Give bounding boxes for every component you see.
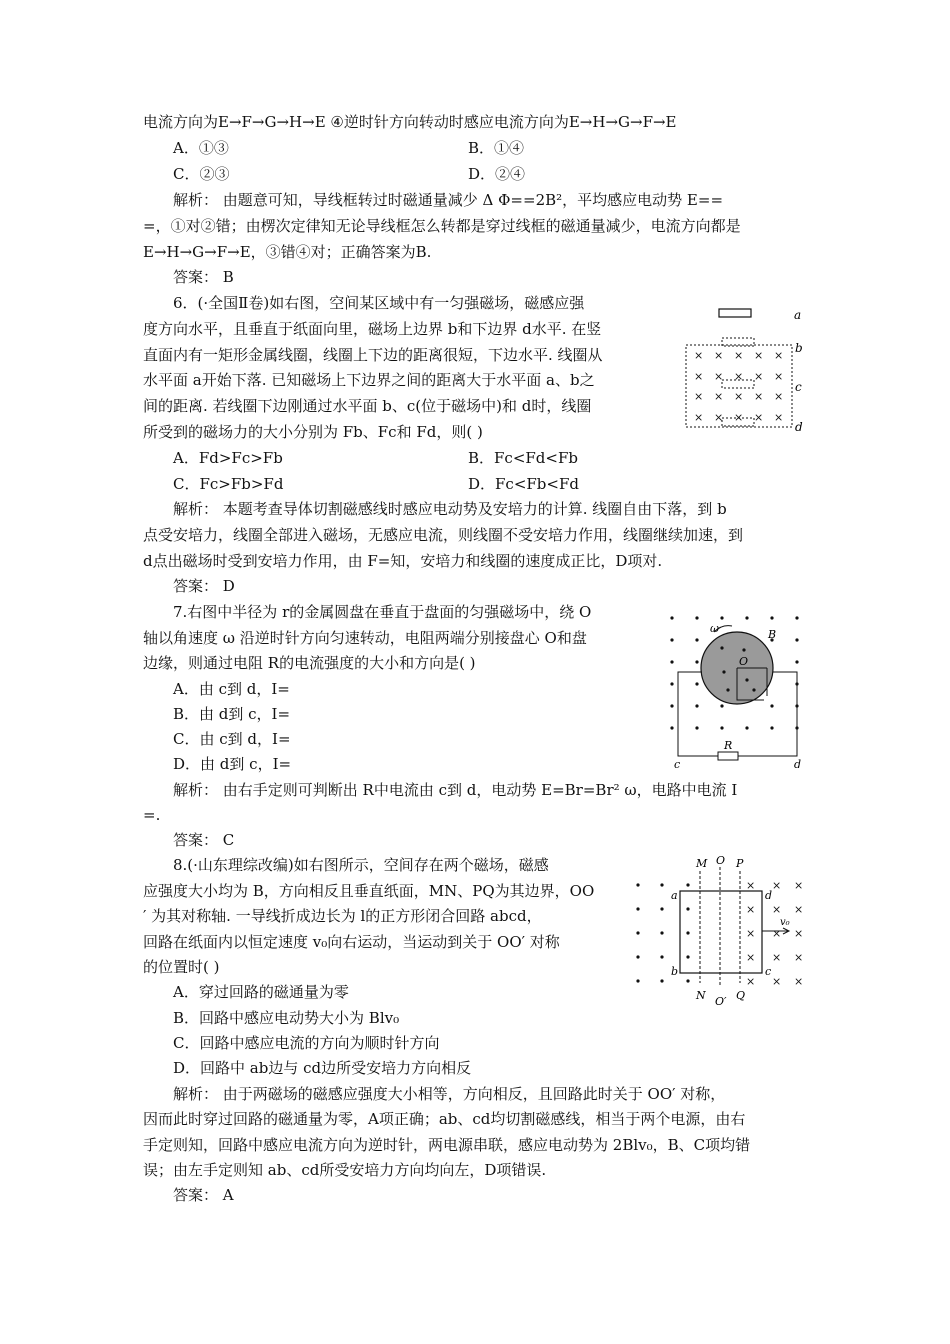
cross-mark: × — [774, 370, 784, 383]
text-line: D．②④ — [468, 165, 526, 183]
label-a: a — [794, 308, 802, 322]
dot-mark — [720, 726, 723, 729]
dot-mark — [795, 660, 798, 663]
label-v0: v₀ — [780, 917, 790, 928]
dot-mark — [720, 616, 723, 619]
label-b: b — [671, 965, 679, 978]
label-N: N — [696, 989, 706, 1002]
dot-mark — [660, 907, 663, 910]
text-line: 解析： 由于两磁场的磁感应强度大小相等，方向相反，且回路此时关于 OO′ 对称， — [173, 1085, 726, 1103]
dot-mark — [670, 638, 673, 641]
dot-mark — [636, 955, 639, 958]
text-line: 解析： 本题考查导体切割磁感线时感应电动势及安培力的计算. 线圈自由下落，到 b — [173, 500, 727, 518]
dot-mark — [742, 648, 745, 651]
text-line: 的位置时( ) — [143, 958, 220, 976]
cross-mark: × — [746, 927, 756, 940]
cross-mark: × — [794, 975, 804, 988]
text-line: C．由 c到 d，I= — [173, 730, 291, 748]
cross-mark: × — [772, 903, 782, 916]
text-line: B．①④ — [468, 139, 525, 157]
text-line: 度方向水平，且垂直于纸面向里，磁场上边界 b和下边界 d水平. 在竖 — [143, 320, 602, 338]
text-line: =. — [143, 806, 161, 824]
label-O-prime: O′ — [715, 995, 727, 1008]
cross-mark: × — [734, 370, 744, 383]
text-line: ′ 为其对称轴. 一导线折成边长为 l的正方形闭合回路 abcd， — [143, 907, 542, 925]
text-line: 答案： A — [173, 1186, 234, 1204]
figure-8-two-fields-loop — [628, 853, 813, 1013]
cross-mark: × — [754, 411, 764, 424]
cross-mark: × — [774, 390, 784, 403]
cross-mark: × — [734, 411, 744, 424]
label-P: P — [736, 857, 744, 870]
dot-mark — [745, 616, 748, 619]
cross-mark: × — [746, 903, 756, 916]
label-M: M — [696, 857, 708, 870]
text-line: 间的距离. 若线圈下边刚通过水平面 b、c(位于磁场中)和 d时，线圈 — [143, 397, 592, 415]
text-line: 回路在纸面内以恒定速度 v₀向右运动，当运动到关于 OO′ 对称 — [143, 933, 560, 951]
cross-mark: × — [774, 349, 784, 362]
label-c: c — [795, 380, 802, 394]
dot-mark — [695, 726, 698, 729]
dot-mark — [720, 704, 723, 707]
label-c: c — [765, 965, 772, 978]
text-line: D．回路中 ab边与 cd边所受安培力方向相反 — [173, 1059, 472, 1077]
text-line: B．由 d到 c，I= — [173, 705, 291, 723]
cross-mark: × — [794, 951, 804, 964]
field-crosses-right — [746, 879, 803, 988]
cross-mark: × — [714, 390, 724, 403]
dot-mark — [636, 883, 639, 886]
cross-mark: × — [794, 879, 804, 892]
dot-mark — [745, 678, 748, 681]
dot-mark — [720, 646, 723, 649]
label-d: d — [765, 889, 773, 902]
cross-mark: × — [754, 370, 764, 383]
dot-mark — [695, 704, 698, 707]
text-line: 轴以角速度 ω 沿逆时针方向匀速转动，电阻两端分别接盘心 O和盘 — [143, 629, 587, 647]
dot-mark — [722, 670, 725, 673]
text-line: 误；由左手定则知 ab、cd所受安培力方向均向左，D项错误. — [143, 1161, 547, 1179]
text-line: D．由 d到 c，I= — [173, 755, 292, 773]
field-dots-left — [636, 883, 689, 982]
label-a: a — [671, 889, 678, 902]
cross-mark: × — [794, 927, 804, 940]
cross-mark: × — [734, 390, 744, 403]
text-line: A．Fd>Fc>Fb — [173, 449, 283, 467]
text-line: 应强度大小均为 B，方向相反且垂直纸面，MN、PQ为其边界，OO — [143, 882, 595, 900]
dot-mark — [636, 979, 639, 982]
dot-mark — [670, 704, 673, 707]
dot-mark — [686, 955, 689, 958]
dot-mark — [670, 660, 673, 663]
label-B: B — [768, 628, 777, 641]
text-line: B．Fc<Fd<Fb — [468, 449, 578, 467]
figure-7-rotating-disk — [662, 610, 807, 770]
dot-mark — [695, 660, 698, 663]
cross-mark: × — [772, 975, 782, 988]
text-line: 水平面 a开始下落. 已知磁场上下边界之间的距离大于水平面 a、b之 — [143, 371, 595, 389]
dot-mark — [695, 682, 698, 685]
dot-mark — [695, 638, 698, 641]
dot-mark — [752, 688, 755, 691]
text-line: 边缘，则通过电阻 R的电流强度的大小和方向是( ) — [143, 654, 476, 672]
cross-mark: × — [714, 370, 724, 383]
text-line: D．Fc<Fb<Fd — [468, 475, 579, 493]
dot-mark — [670, 682, 673, 685]
cross-mark: × — [694, 390, 704, 403]
text-line: A．由 c到 d，I= — [173, 680, 290, 698]
dot-mark — [686, 979, 689, 982]
dot-mark — [636, 907, 639, 910]
cross-mark: × — [746, 879, 756, 892]
cross-mark: × — [734, 349, 744, 362]
text-line: 答案： D — [173, 577, 235, 595]
coil-at-a — [719, 309, 751, 317]
dot-mark — [686, 883, 689, 886]
dot-mark — [726, 688, 729, 691]
cross-mark: × — [714, 411, 724, 424]
label-R: R — [724, 739, 733, 752]
text-line: 答案： B — [173, 268, 234, 286]
cross-mark: × — [754, 390, 764, 403]
label-O: O — [716, 854, 726, 867]
label-b: b — [795, 341, 803, 355]
text-line: E→H→G→F→E，③错④对；正确答案为B. — [143, 243, 432, 261]
cross-mark: × — [694, 349, 704, 362]
dot-mark — [770, 726, 773, 729]
dot-mark — [636, 931, 639, 934]
cross-mark: × — [694, 411, 704, 424]
cross-mark: × — [774, 411, 784, 424]
text-line: C．②③ — [173, 165, 230, 183]
label-Q: Q — [736, 989, 746, 1002]
text-line: 点受安培力，线圈全部进入磁场，无感应电流，则线圈不受安培力作用，线圈继续加速，到 — [143, 526, 744, 544]
dot-mark — [670, 616, 673, 619]
cross-mark: × — [794, 903, 804, 916]
resistor — [718, 752, 738, 760]
label-O: O — [739, 655, 749, 668]
text-line: 6．(·全国Ⅱ卷)如右图，空间某区域中有一匀强磁场，磁感应强 — [173, 294, 585, 312]
label-c: c — [674, 758, 681, 770]
text-line: A．穿过回路的磁通量为零 — [173, 983, 349, 1001]
dot-mark — [770, 704, 773, 707]
text-line: =，①对②错；由楞次定律知无论导线框怎么转都是穿过线框的磁通量减少，电流方向都是 — [143, 217, 741, 235]
cross-mark: × — [694, 370, 704, 383]
cross-mark: × — [754, 349, 764, 362]
text-line: 解析： 由右手定则可判断出 R中电流由 c到 d，电动势 E=Br=Br² ω，电路中电流 I — [173, 781, 738, 799]
figure-6-magnetic-field-coil — [682, 305, 812, 435]
cross-mark: × — [746, 951, 756, 964]
field-crosses — [694, 349, 783, 424]
text-line: d点出磁场时受到安培力作用，由 F=知，安培力和线圈的速度成正比，D项对. — [143, 552, 663, 570]
label-d: d — [795, 420, 803, 434]
label-d: d — [794, 758, 802, 770]
text-line: 直面内有一矩形金属线圈，线圈上下边的距离很短，下边水平. 线圈从 — [143, 346, 603, 364]
label-omega: ω — [710, 622, 719, 635]
cross-mark: × — [746, 975, 756, 988]
cross-mark: × — [772, 927, 782, 940]
dot-mark — [670, 726, 673, 729]
text-line: 因而此时穿过回路的磁通量为零，A项正确；ab、cd均切割磁感线，相当于两个电源，由右 — [143, 1110, 746, 1128]
text-line: A．①③ — [173, 139, 229, 157]
text-line: 8.(·山东理综改编)如右图所示，空间存在两个磁场，磁感 — [173, 856, 549, 874]
text-line: C．回路中感应电流的方向为顺时针方向 — [173, 1034, 440, 1052]
dot-mark — [660, 955, 663, 958]
text-line: B．回路中感应电动势大小为 Blv₀ — [173, 1009, 400, 1027]
cross-mark: × — [714, 349, 724, 362]
text-line: 解析： 由题意可知，导线框转过时磁通量减少 Δ Φ==2B²，平均感应电动势 E== — [173, 191, 724, 209]
dot-mark — [686, 931, 689, 934]
cross-mark: × — [772, 951, 782, 964]
text-line: 手定则知，回路中感应电流方向为逆时针，两电源串联，感应电动势为 2Blv₀，B、C项均错 — [143, 1136, 751, 1154]
dot-mark — [795, 616, 798, 619]
dot-mark — [660, 931, 663, 934]
cross-mark: × — [772, 879, 782, 892]
text-line: 所受到的磁场力的大小分别为 Fb、Fc和 Fd，则( ) — [143, 423, 483, 441]
dot-mark — [770, 616, 773, 619]
text-line: 电流方向为E→F→G→H→E ④逆时针方向转动时感应电流方向为E→H→G→F→E — [143, 113, 677, 131]
dot-mark — [660, 883, 663, 886]
text-line: C．Fc>Fb>Fd — [173, 475, 284, 493]
dot-mark — [695, 616, 698, 619]
dot-mark — [795, 638, 798, 641]
dot-mark — [686, 907, 689, 910]
text-line: 答案： C — [173, 831, 235, 849]
dot-mark — [745, 726, 748, 729]
dot-mark — [660, 979, 663, 982]
text-line: 7.右图中半径为 r的金属圆盘在垂直于盘面的匀强磁场中，绕 O — [173, 603, 592, 621]
